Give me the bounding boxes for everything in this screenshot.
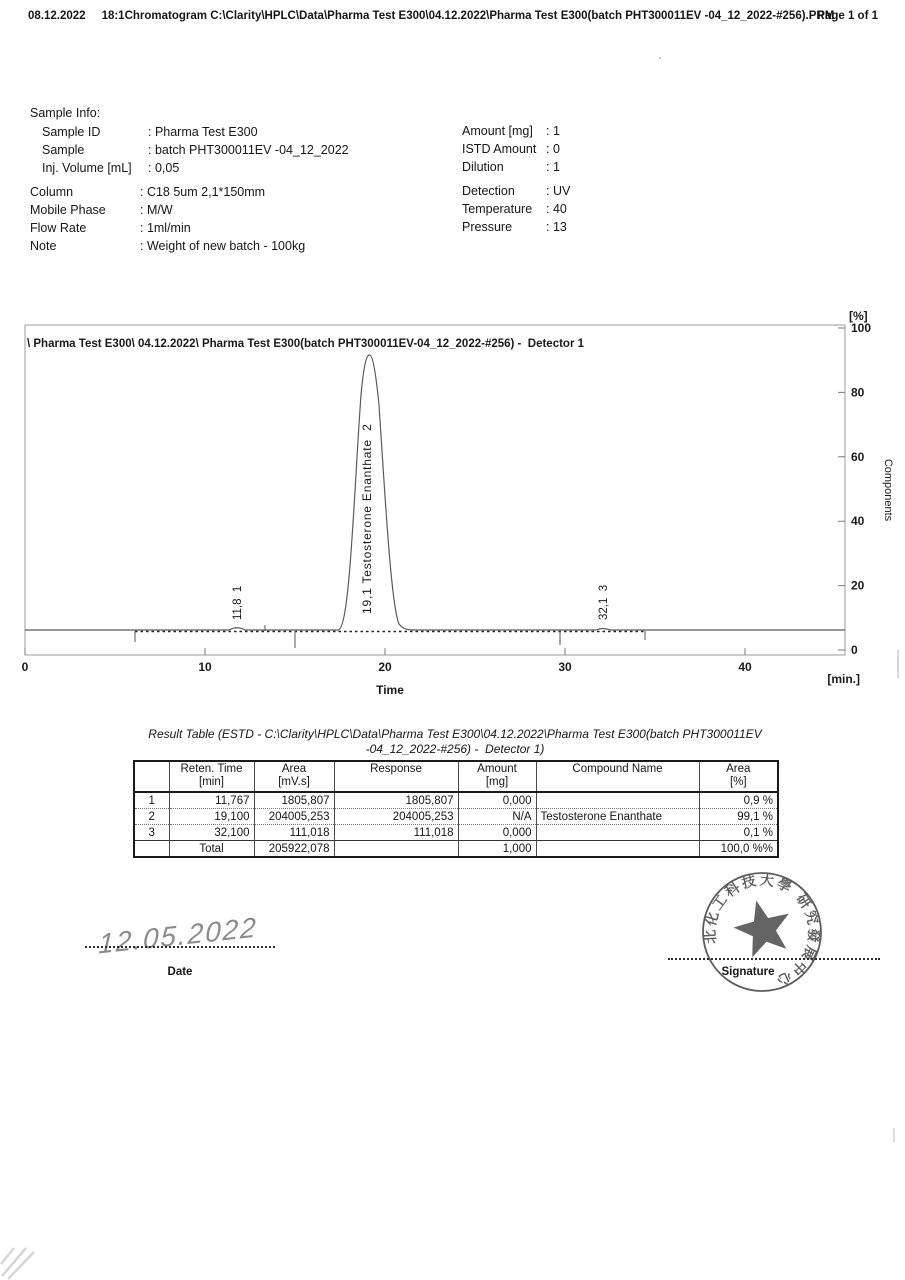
result-table-header-cell: Area [%] bbox=[699, 761, 778, 792]
x-tick-20: 20 bbox=[378, 660, 392, 674]
scan-speck bbox=[659, 57, 661, 59]
info-row bbox=[30, 237, 305, 255]
result-table-cell: 3 bbox=[134, 825, 169, 841]
info-row bbox=[462, 158, 560, 176]
x-tick-30: 30 bbox=[558, 660, 572, 674]
info-value: : Weight of new batch - 100kg bbox=[140, 239, 306, 253]
y-tick-20: 20 bbox=[851, 578, 865, 593]
scan-smudge bbox=[0, 1236, 70, 1280]
result-table-cell: 32,100 bbox=[169, 825, 254, 841]
peak-label-1: 11,8 1 bbox=[232, 585, 244, 620]
result-table-cell: 11,767 bbox=[169, 792, 254, 809]
result-table-caption bbox=[133, 727, 777, 757]
result-table-cell: 204005,253 bbox=[254, 809, 334, 825]
result-table-total-row bbox=[134, 841, 778, 858]
handwritten-date: 12.05.2022 bbox=[97, 911, 259, 960]
result-table-cell: 1805,807 bbox=[254, 792, 334, 809]
result-table-cell bbox=[536, 841, 699, 858]
right-axis-label: Components bbox=[882, 458, 894, 522]
y-tick-60: 60 bbox=[851, 449, 865, 464]
result-table-header-cell: Amount [mg] bbox=[458, 761, 536, 792]
header-time: 18:1 bbox=[101, 10, 125, 22]
signal-trace bbox=[25, 355, 845, 630]
info-row bbox=[462, 140, 560, 158]
scan-edge-mark bbox=[893, 1128, 895, 1142]
info-label: Sample bbox=[42, 143, 85, 157]
caption-line2: -04_12_2022-#256) - Detector 1) bbox=[365, 742, 545, 756]
result-table-cell: 2 bbox=[134, 809, 169, 825]
info-value: : 1 bbox=[546, 160, 560, 174]
result-table-cell bbox=[536, 825, 699, 841]
result-table-cell: Total bbox=[169, 841, 254, 858]
result-table-header-cell: Area [mV.s] bbox=[254, 761, 334, 792]
sample-info-right-group1 bbox=[462, 122, 560, 176]
info-row bbox=[30, 201, 305, 219]
result-table-cell: 205922,078 bbox=[254, 841, 334, 858]
header-date: 08.12.2022 bbox=[28, 10, 86, 22]
result-table-cell bbox=[334, 841, 458, 858]
result-table-cell: 111,018 bbox=[334, 825, 458, 841]
x-axis-unit: [min.] bbox=[827, 672, 860, 686]
star-icon bbox=[729, 894, 797, 960]
result-table-cell: 0,9 % bbox=[699, 792, 778, 809]
result-table-cell: 100,0 %% bbox=[699, 841, 778, 858]
info-label: Flow Rate bbox=[30, 221, 87, 235]
result-table-body bbox=[134, 792, 778, 857]
result-table-cell: 99,1 % bbox=[699, 809, 778, 825]
info-row bbox=[462, 182, 570, 200]
result-table-cell: 1805,807 bbox=[334, 792, 458, 809]
result-table-cell: 19,100 bbox=[169, 809, 254, 825]
date-line bbox=[85, 946, 275, 948]
info-value: : 40 bbox=[546, 202, 567, 216]
y-tick-100: 100 bbox=[851, 321, 872, 335]
result-table-head bbox=[134, 761, 778, 792]
info-row bbox=[30, 183, 305, 201]
info-label: Pressure bbox=[462, 220, 513, 234]
result-table-header-cell bbox=[134, 761, 169, 792]
info-row bbox=[462, 200, 570, 218]
page-number: Page 1 of 1 bbox=[817, 10, 878, 22]
info-value: : 13 bbox=[546, 220, 567, 234]
result-table-header-cell: Response bbox=[334, 761, 458, 792]
stamp-ring-text: 北化工科技大學 研究發展中心 bbox=[701, 871, 823, 991]
result-table bbox=[133, 760, 779, 858]
info-label: Inj. Volume [mL] bbox=[42, 161, 132, 175]
caption-line1: Result Table (ESTD - C:\Clarity\HPLC\Data\Pharma Test E300\04.12.2022\Pharma Test E300(batch PHT300011EV bbox=[148, 727, 762, 741]
x-tick-10: 10 bbox=[198, 660, 212, 674]
university-stamp bbox=[690, 860, 840, 1010]
result-table-row bbox=[134, 825, 778, 841]
info-row bbox=[462, 122, 560, 140]
x-tick-40: 40 bbox=[738, 660, 752, 674]
info-row bbox=[462, 218, 570, 236]
info-label: ISTD Amount bbox=[462, 142, 537, 156]
result-table-cell: 0,1 % bbox=[699, 825, 778, 841]
info-value: : M/W bbox=[140, 203, 173, 217]
result-table-row bbox=[134, 809, 778, 825]
info-row bbox=[42, 123, 349, 141]
info-value: : UV bbox=[546, 184, 571, 198]
result-table-cell bbox=[536, 792, 699, 809]
peak-label-3: 32,1 3 bbox=[598, 584, 610, 620]
info-value: : 0 bbox=[546, 142, 560, 156]
info-label: Amount [mg] bbox=[462, 124, 533, 138]
y-tick-0: 0 bbox=[851, 643, 858, 657]
plot-frame bbox=[25, 325, 845, 655]
result-table-cell: 0,000 bbox=[458, 825, 536, 841]
header-document-path: Chromatogram C:\Clarity\HPLC\Data\Pharma Test E300\04.12.2022\Pharma Test E300(batch PHT300011EV -04_12_2022-#256).PRM bbox=[124, 10, 835, 22]
sample-info-left-group2 bbox=[30, 183, 305, 255]
result-table-cell: 1,000 bbox=[458, 841, 536, 858]
info-value: : 0,05 bbox=[148, 161, 180, 175]
info-label: Mobile Phase bbox=[30, 203, 106, 217]
result-table-cell: 111,018 bbox=[254, 825, 334, 841]
y-axis-unit: [%] bbox=[849, 309, 868, 323]
info-label: Detection bbox=[462, 184, 515, 198]
result-table-header-cell: Reten. Time [min] bbox=[169, 761, 254, 792]
y-tick-80: 80 bbox=[851, 385, 865, 400]
peak-label-2: 19,1 Testosterone Enanthate 2 bbox=[360, 423, 374, 614]
result-table-header-row bbox=[134, 761, 778, 792]
info-value: : 1ml/min bbox=[140, 221, 191, 235]
x-axis-ticks bbox=[25, 648, 745, 655]
chromatogram-chart bbox=[0, 300, 905, 700]
scan-edge-mark bbox=[897, 650, 899, 678]
result-table-cell bbox=[134, 841, 169, 858]
x-tick-0: 0 bbox=[21, 660, 29, 674]
info-value: : 1 bbox=[546, 124, 560, 138]
signature-label: Signature bbox=[721, 966, 775, 978]
result-table-header-cell: Compound Name bbox=[536, 761, 699, 792]
info-row bbox=[42, 141, 349, 159]
sample-info-left-group1 bbox=[42, 123, 349, 177]
result-table-row bbox=[134, 792, 778, 809]
info-label: Temperature bbox=[462, 202, 533, 216]
sample-info-right-group2 bbox=[462, 182, 570, 236]
date-label: Date bbox=[167, 966, 193, 978]
result-table-cell: Testosterone Enanthate bbox=[536, 809, 699, 825]
result-table-cell: 204005,253 bbox=[334, 809, 458, 825]
y-axis-ticks bbox=[838, 328, 845, 650]
report-header bbox=[28, 10, 834, 22]
info-row bbox=[42, 159, 349, 177]
info-row bbox=[30, 219, 305, 237]
info-label: Note bbox=[30, 239, 57, 253]
sample-info-title: Sample Info: bbox=[30, 106, 101, 120]
x-axis-label: Time bbox=[376, 683, 404, 697]
chart-title: \ Pharma Test E300\ 04.12.2022\ Pharma Test E300(batch PHT300011EV-04_12_2022-#256) - Detector 1 bbox=[27, 338, 585, 350]
result-table-cell: 0,000 bbox=[458, 792, 536, 809]
integration-markers bbox=[135, 625, 645, 648]
info-label: Column bbox=[30, 185, 74, 199]
info-value: : batch PHT300011EV -04_12_2022 bbox=[148, 143, 349, 157]
info-value: : Pharma Test E300 bbox=[148, 125, 258, 139]
info-value: : C18 5um 2,1*150mm bbox=[140, 185, 266, 199]
info-label: Dilution bbox=[462, 160, 504, 174]
result-table-cell: N/A bbox=[458, 809, 536, 825]
info-label: Sample ID bbox=[42, 125, 101, 139]
result-table-cell: 1 bbox=[134, 792, 169, 809]
y-tick-40: 40 bbox=[851, 514, 865, 529]
